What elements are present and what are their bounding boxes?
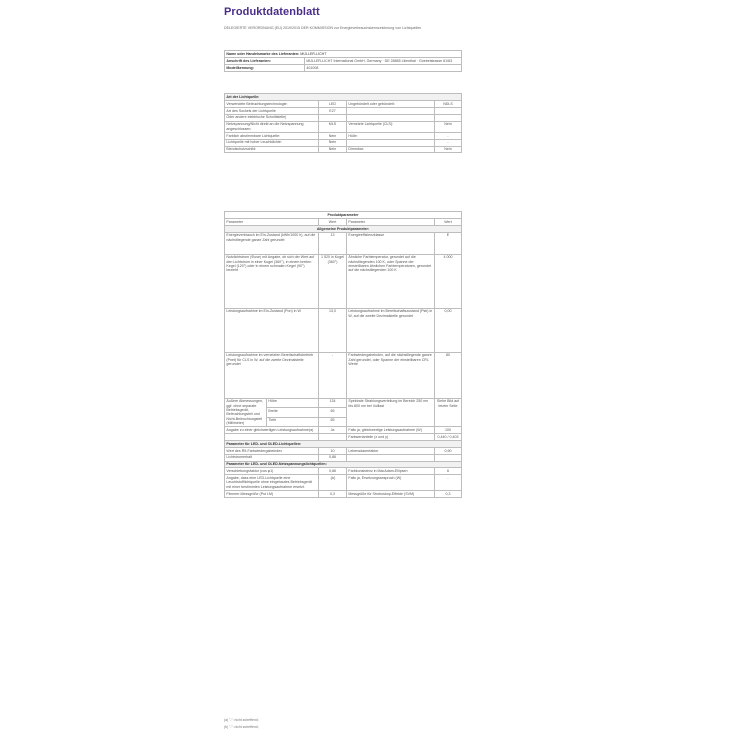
dimension-value: 65	[319, 417, 347, 426]
supplier-address-label: Anschrift des Lieferanten:	[225, 57, 305, 64]
param-value	[319, 433, 347, 440]
param-value: 100	[435, 427, 462, 434]
param-label: Farbwertanteile (x und y)	[347, 433, 435, 440]
parameter-row	[225, 475, 462, 490]
supplier-name-cell	[225, 51, 462, 58]
param-value: LED	[319, 100, 347, 107]
param-label: Energieeffizienzklasse	[347, 232, 435, 254]
column-header: Parameter	[347, 218, 435, 225]
param-value	[435, 114, 462, 121]
light-type-row	[225, 146, 462, 153]
parameter-row	[225, 308, 462, 352]
param-label: Spektrale Strahlungsverteilung im Bereich 250 nm bis 800 nm bei Volllast	[347, 398, 435, 426]
param-value: Nein	[319, 146, 347, 153]
section-row	[225, 440, 462, 447]
param-label: Äußere Abmessungen, ggf. ohne separate Betriebsgerät, Beleuchtungsteil und Nicht-Beleuchtungsteil (Millimeter)	[225, 398, 267, 426]
param-value: Nein	[319, 132, 347, 139]
dimension-value: 134	[319, 398, 347, 407]
column-header: Wert	[319, 218, 347, 225]
param-label: Dimmbar:	[347, 146, 435, 153]
light-type-row	[225, 139, 462, 146]
param-label	[347, 114, 435, 121]
product-parameters-table	[224, 211, 462, 498]
parameter-row	[225, 433, 462, 440]
mains-parameters-header: Parameter für LED- und OLED-Netzspannungslichtquellen:	[225, 461, 462, 468]
led-parameters-header: Parameter für LED- und OLED-Lichtquellen:	[225, 440, 462, 447]
param-label: Energieverbrauch im Ein-Zustand (kWh/1000 h), auf die nächstliegende ganze Zahl gerundet	[225, 232, 319, 254]
param-value: 0,00	[435, 308, 462, 352]
parameter-row	[225, 447, 462, 454]
footnote-b: (b) "-": nicht zutreffend;	[224, 725, 259, 729]
param-label: Netzspannung/Nicht direkt an die Netzspannung angeschlossen:	[225, 121, 319, 132]
param-label: Farbkonsistenz in MacAdam-Ellipsen	[347, 468, 435, 475]
param-label: Art des Sockels der Lichtquelle	[225, 107, 319, 114]
param-label: Farblich abstimmbare Lichtquelle:	[225, 132, 319, 139]
param-value: 0,3	[319, 490, 347, 497]
dimension-value: 65	[319, 408, 347, 417]
param-value: Siehe Bild auf letzter Seite	[435, 398, 462, 426]
param-value: -	[435, 475, 462, 490]
model-id-label: Modellkennung:	[225, 64, 305, 71]
column-header: Wert	[435, 218, 462, 225]
parameter-row	[225, 232, 462, 254]
param-label: Verwendete Beleuchtungstechnologie:	[225, 100, 319, 107]
parameter-row	[225, 468, 462, 475]
param-label: Ähnliche Farbtemperatur, gerundet auf die nächstliegenden 100 K, oder Spanne der einstellbaren ähnlichen Farbtemperaturen, gerundet auf die nächstliegenden 100 K	[347, 254, 435, 308]
param-label: Lichtstromerhalt	[225, 454, 319, 461]
param-label: Blendschutzschild:	[225, 146, 319, 153]
param-label: Vernetzte Lichtquelle (CLS):	[347, 121, 435, 132]
param-label: Lebensdauerfaktor	[347, 447, 435, 454]
model-id-value: 401008	[305, 64, 462, 71]
param-label: Leistungsaufnahme im vernetzten Bereitschaftsbetrieb (Pnet) für CLS in W, auf die zweite Dezimalstelle gerundet	[225, 352, 319, 398]
param-label	[347, 107, 435, 114]
supplier-address-value: MÜLLER-LICHT International GmbH, Germany · DE 28865 Lilienthal · Goebelstrasse 61/63	[305, 57, 462, 64]
column-header-row	[225, 218, 462, 225]
param-label	[347, 454, 435, 461]
light-type-row	[225, 114, 462, 121]
parameter-row	[225, 490, 462, 497]
param-value: 6	[435, 468, 462, 475]
product-parameters-header: Produktparameter	[225, 212, 462, 219]
param-label: Angabe, dass eine LED-Lichtquelle eine Leuchtstofflichtquelle ohne eingebautes Betriebsgerät mit einer bestimmten Leistungsaufnahme ersetzt.	[225, 475, 319, 490]
param-label: Falls ja, gleichwertige Leistungsaufnahme (W)	[347, 427, 435, 434]
param-value: E27	[319, 107, 347, 114]
param-value: -	[435, 139, 462, 146]
light-type-header: Art der Lichtquelle:	[225, 94, 462, 101]
param-label: Leistungsaufnahme im Bereitschaftszustand (Psb) in W, auf die zweite Dezimalstelle gerundet	[347, 308, 435, 352]
param-value: -(b)	[319, 475, 347, 490]
dimension-row	[225, 398, 462, 407]
param-value: -	[435, 132, 462, 139]
param-value	[435, 454, 462, 461]
param-value: 13	[319, 232, 347, 254]
param-value: 0,3	[435, 490, 462, 497]
supplier-name-label: Name oder Handelsmarke des Lieferanten:	[226, 51, 300, 56]
param-value: 4 000	[435, 254, 462, 308]
page-title: Produktdatenblatt	[224, 6, 320, 18]
footnote-a: (a) "-": nicht zutreffend;	[224, 718, 259, 722]
param-value: 10	[319, 447, 347, 454]
dimension-name: Tiefe	[267, 417, 319, 426]
param-value: 0,440 / 0,403	[435, 433, 462, 440]
param-label: Hülle:	[347, 132, 435, 139]
param-label	[225, 433, 319, 440]
regulation-intro: DELEGIERTE VERORDNUNG (EU) 2019/2015 DER KOMMISSION zur Energieverbrauchskennzeichnung von Lichtquellen	[224, 26, 422, 30]
column-header: Parameter	[225, 218, 319, 225]
param-value: MLS	[319, 121, 347, 132]
param-value	[435, 107, 462, 114]
param-label: Wert des R9-Farbwiedergabeindex	[225, 447, 319, 454]
light-type-row	[225, 132, 462, 139]
parameter-row	[225, 454, 462, 461]
param-label: Nutzlichtstrom (Φuse) mit Angabe, ob sich der Wert auf den Lichtstrom in einer Kugel (360°), in einem breiten Kegel (120°) oder in einem schmalen Kegel (90°) bezieht	[225, 254, 319, 308]
param-value: 0,86	[319, 468, 347, 475]
param-label: Lichtquelle mit hoher Leuchtdichte:	[225, 139, 319, 146]
param-label: Ungebündelt oder gebündelt:	[347, 100, 435, 107]
dimension-name: Höhe	[267, 398, 319, 407]
light-type-row	[225, 121, 462, 132]
general-parameters-header: Allgemeine Produktparameter:	[225, 225, 462, 232]
param-value	[319, 114, 347, 121]
param-value: Nein	[435, 121, 462, 132]
param-label: Oder andere elektrische Schnittstelle)	[225, 114, 319, 121]
param-value: Ja	[319, 427, 347, 434]
param-label: Verschiebungsfaktor (cos φ1)	[225, 468, 319, 475]
product-data-sheet	[224, 6, 470, 730]
parameter-row	[225, 427, 462, 434]
param-value: 13,0	[319, 308, 347, 352]
light-type-row	[225, 100, 462, 107]
param-value: NDLS	[435, 100, 462, 107]
param-value: 80	[435, 352, 462, 398]
param-value: 0,86	[319, 454, 347, 461]
param-value: 0,90	[435, 447, 462, 454]
param-value: Nein	[435, 146, 462, 153]
parameter-row	[225, 254, 462, 308]
param-label	[347, 139, 435, 146]
param-label: Falls ja, Ersetzungsanspruch (W)	[347, 475, 435, 490]
light-type-table	[224, 93, 462, 153]
section-row	[225, 461, 462, 468]
param-label: Farbwiedergabeindex, auf die nächstliegende ganze Zahl gerundet, oder Spanne der einstellbaren CRI-Werte	[347, 352, 435, 398]
param-label: Angabe zu einer gleichwertigen Leistungsaufnahme(a)	[225, 427, 319, 434]
param-value: 1 520 in Kugel (360°)	[319, 254, 347, 308]
parameter-row	[225, 352, 462, 398]
param-value: -	[319, 352, 347, 398]
dimension-name: Breite	[267, 408, 319, 417]
light-type-row	[225, 107, 462, 114]
param-value: Nein	[319, 139, 347, 146]
param-label: Leistungsaufnahme im Ein-Zustand (Pon) in W	[225, 308, 319, 352]
param-value: E	[435, 232, 462, 254]
param-label: Messgröße für Stroboskop-Effekte (SVM)	[347, 490, 435, 497]
param-label: Flimmer-Messgröße (Pst LM)	[225, 490, 319, 497]
supplier-name-value: MÜLLER-LICHT	[300, 51, 327, 56]
supplier-table	[224, 50, 462, 72]
